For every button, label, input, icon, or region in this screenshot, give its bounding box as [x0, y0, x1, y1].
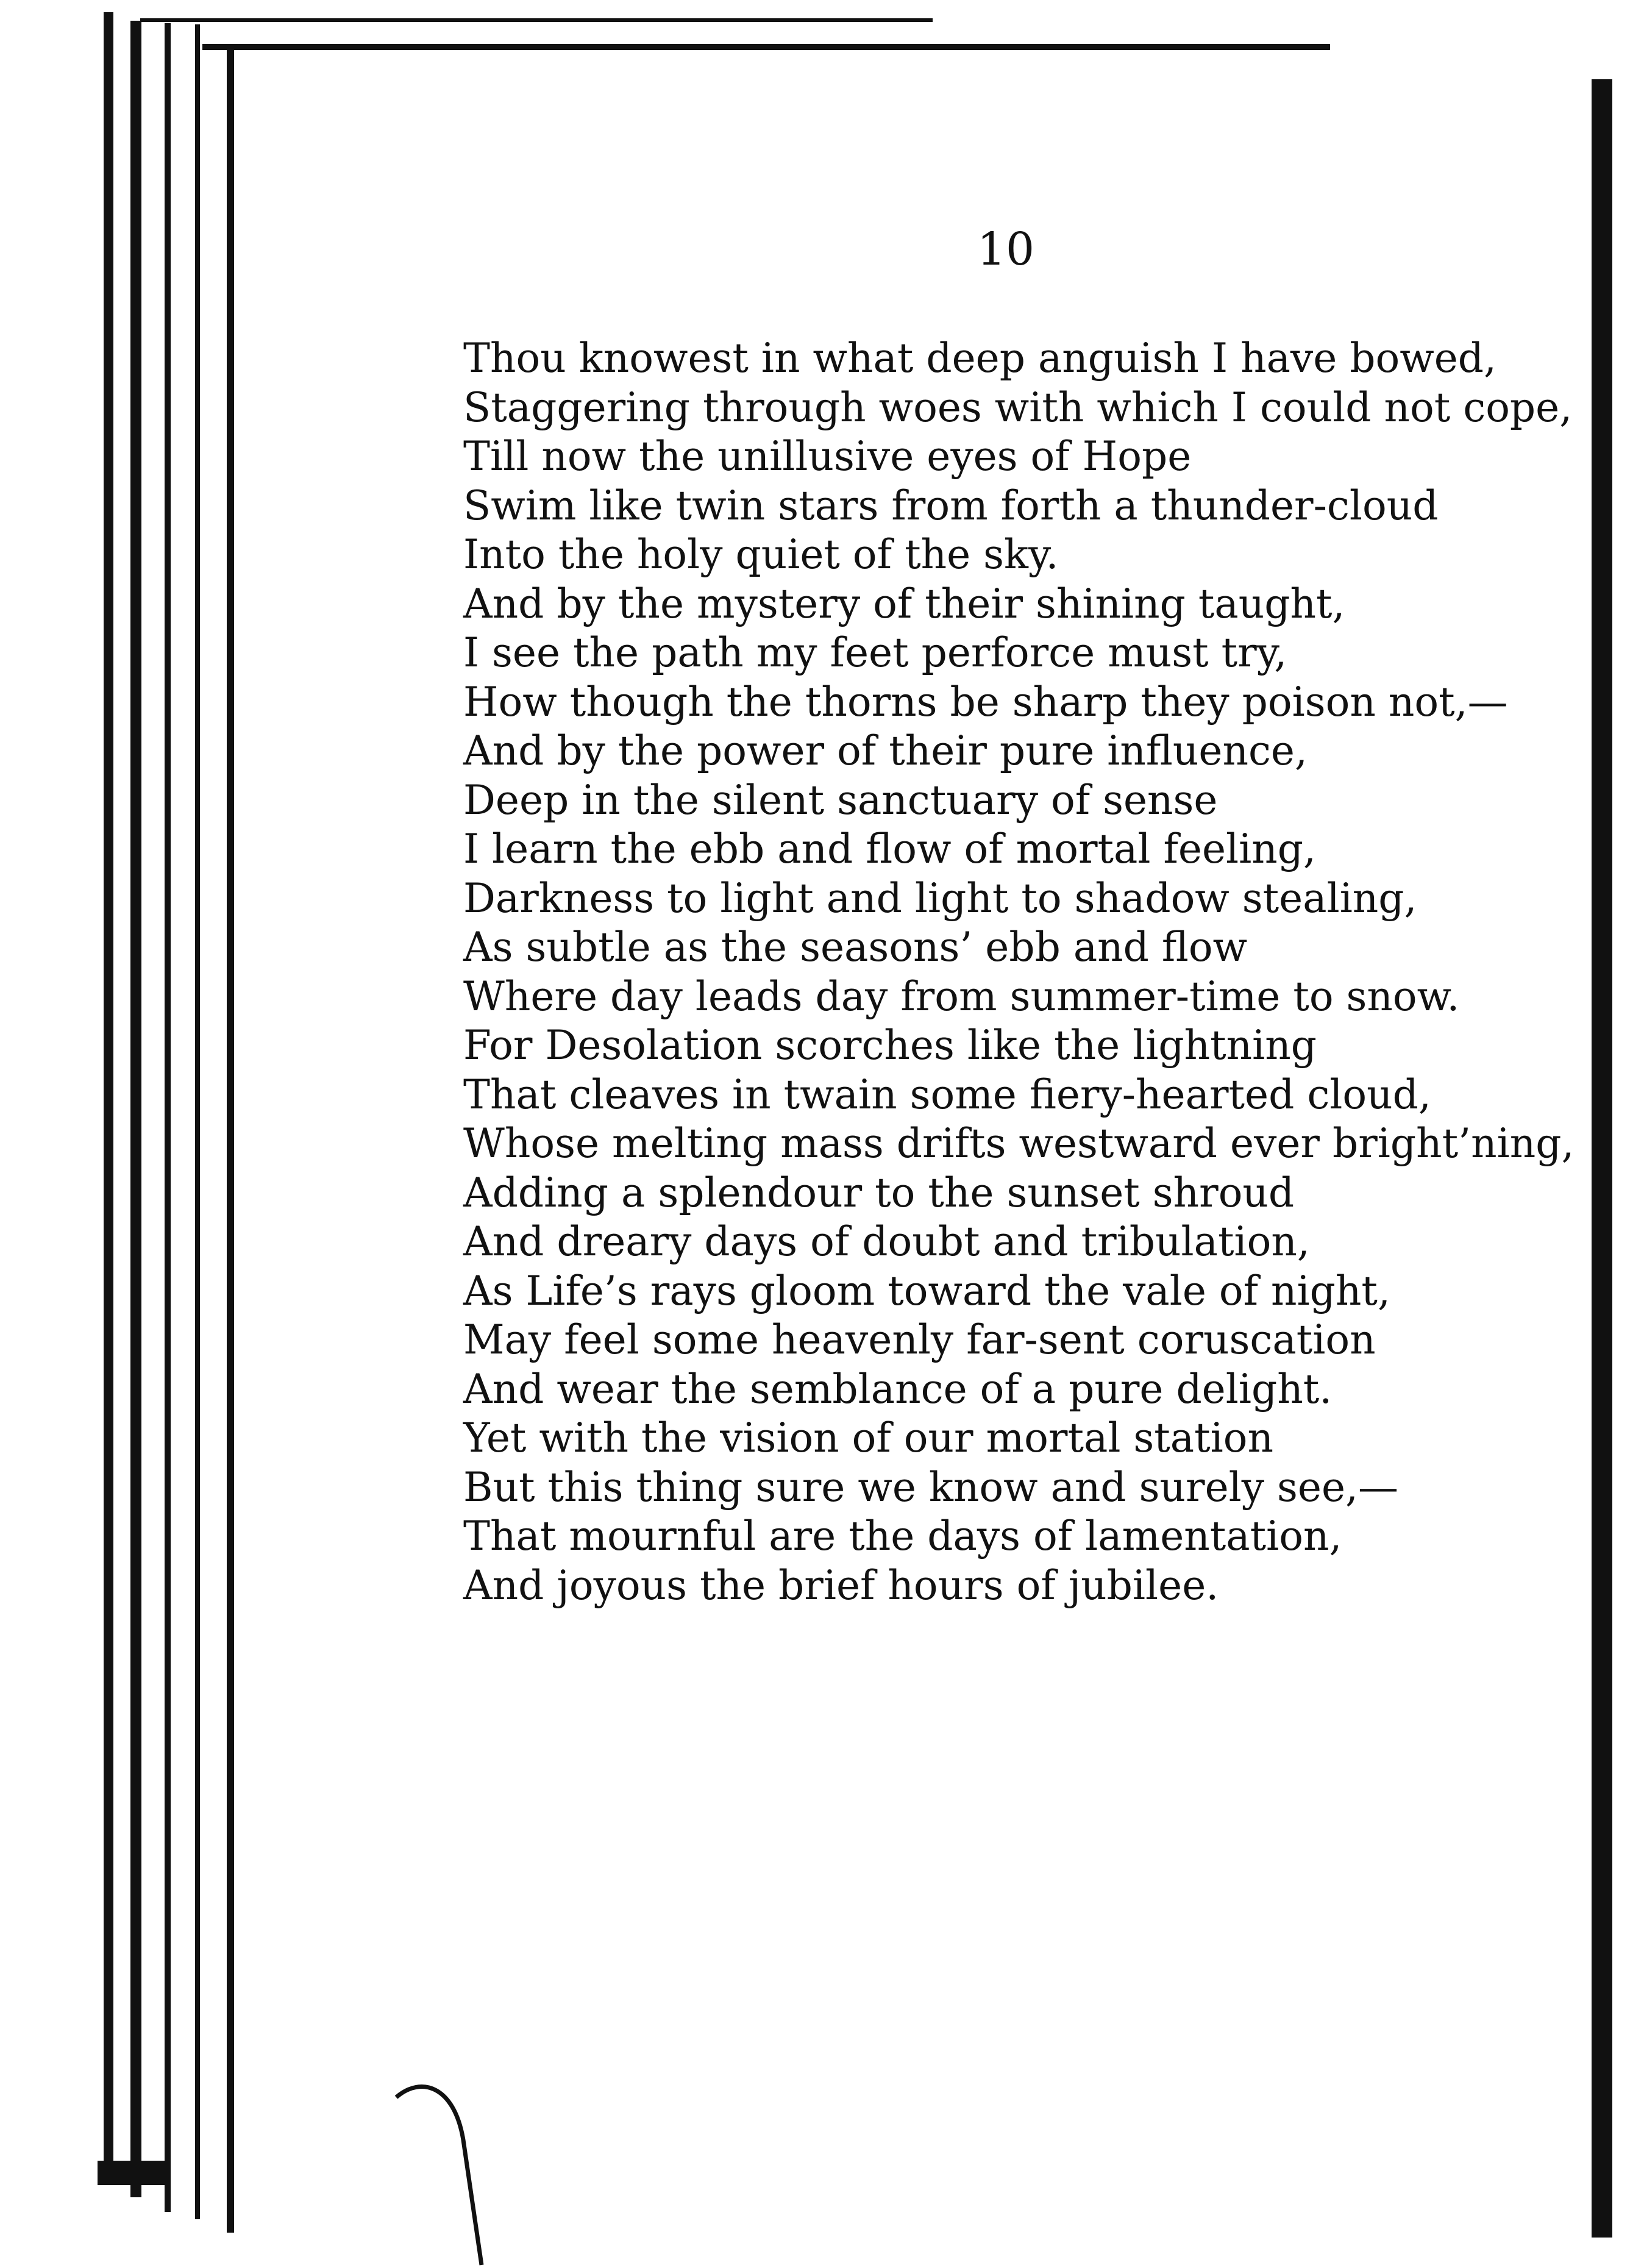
poem-line: But this thing sure we know and surely see,—: [463, 1463, 1398, 1511]
poem-line: And dreary days of doubt and tribulation,: [463, 1218, 1310, 1265]
poem-line: That mournful are the days of lamentation,: [463, 1513, 1342, 1560]
poem-line: Thou knowest in what deep anguish I have bowed,: [463, 335, 1497, 382]
scan-border-top: [202, 44, 1330, 50]
poem-line: And by the power of their pure influence,: [463, 727, 1308, 774]
poem-line: And wear the semblance of a pure delight.: [463, 1365, 1333, 1413]
poem-line: Darkness to light and light to shadow stealing,: [463, 874, 1417, 922]
poem-line: For Desolation scorches like the lightning: [463, 1022, 1317, 1069]
poem-line: How though the thorns be sharp they poison not,—: [463, 678, 1508, 726]
poem-line: Staggering through woes with which I could not cope,: [463, 383, 1573, 431]
scan-border-left-1: [104, 12, 113, 2183]
poem-line: Into the holy quiet of the sky.: [463, 531, 1059, 578]
poem-line: As Life’s rays gloom toward the vale of night,: [463, 1267, 1390, 1314]
poem-line: Till now the unillusive eyes of Hope: [463, 433, 1192, 480]
scan-border-left-3: [165, 23, 171, 2212]
poem-line: I see the path my feet perforce must try,: [463, 629, 1287, 676]
poem-line: Yet with the vision of our mortal station: [463, 1414, 1274, 1461]
poem-line: And by the mystery of their shining taught,: [463, 580, 1345, 627]
poem-line: As subtle as the seasons’ ebb and flow: [463, 924, 1248, 971]
scan-corner-mark: [98, 2161, 171, 2185]
poem-line: Swim like twin stars from forth a thunder-cloud: [463, 482, 1439, 529]
scan-border-right: [1592, 79, 1612, 2238]
poem-line: I learn the ebb and flow of mortal feeling,: [463, 826, 1316, 872]
poem-line: That cleaves in twain some fiery-hearted cloud,: [463, 1071, 1431, 1118]
poem-line: Whose melting mass drifts westward ever bright’ning,: [463, 1120, 1575, 1167]
scan-border-left-2: [130, 21, 141, 2197]
scan-border-left-5: [227, 44, 234, 2233]
scan-border-left-4: [195, 24, 200, 2219]
poem-line: Where day leads day from summer-time to snow.: [463, 972, 1460, 1020]
poem-line: And joyous the brief hours of jubilee.: [463, 1561, 1219, 1609]
poem-line: Deep in the silent sanctuary of sense: [463, 776, 1218, 824]
poem-line: May feel some heavenly far-sent coruscation: [463, 1316, 1376, 1363]
page-number: 10: [977, 223, 1035, 276]
poem-text: [463, 334, 1585, 1610]
poem-line: Adding a splendour to the sunset shroud: [463, 1169, 1295, 1216]
scan-border-top-secondary: [140, 18, 933, 22]
pen-stroke-mark: [390, 2073, 500, 2268]
